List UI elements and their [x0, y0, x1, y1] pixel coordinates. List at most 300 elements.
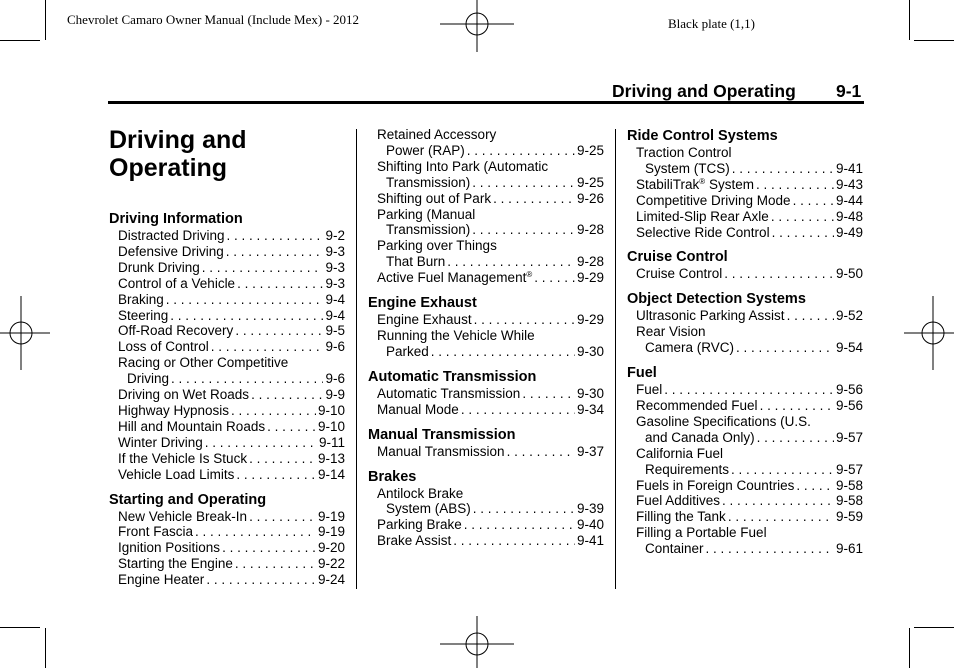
toc-list-automatic-transmission [368, 386, 604, 418]
dot-leader [206, 572, 316, 588]
dot-leader [251, 387, 323, 403]
toc-entry-row [368, 312, 604, 328]
toc-entry-row [627, 509, 863, 525]
toc-entry-row [627, 193, 863, 209]
toc-entry [627, 225, 863, 241]
toc-entry [109, 540, 345, 556]
toc-entry-title [118, 524, 193, 540]
toc-heading-manual-transmission: Manual Transmission [368, 426, 516, 443]
toc-page-number: 9-61 [835, 541, 863, 557]
toc-page-number: 9-14 [317, 466, 345, 482]
toc-entry [627, 525, 863, 557]
toc-heading-cruise-control: Cruise Control [627, 249, 728, 266]
toc-entry-title: Gasoline Specifications (U.S. [636, 413, 811, 429]
toc-entry [109, 556, 345, 572]
toc-entry-title [636, 209, 769, 225]
toc-page-number: 9-5 [325, 323, 345, 339]
toc-entry-row [109, 292, 345, 308]
dot-leader [732, 161, 834, 177]
toc-entry-row [627, 266, 863, 282]
toc-entry-title [636, 308, 785, 324]
toc-list-object-detection [627, 308, 863, 356]
dot-leader [757, 430, 834, 446]
toc-entry-row [627, 340, 863, 356]
toc-entry-row [627, 462, 863, 478]
toc-entry-title-text: Fuels in Foreign Countries [636, 477, 795, 493]
toc-entry-title-cont: System (ABS) [386, 501, 471, 517]
toc-entry-title [118, 419, 265, 435]
dot-leader [507, 444, 575, 460]
toc-entry-title: Antilock Brake [377, 485, 464, 501]
toc-entry-row [627, 209, 863, 225]
toc-entry [109, 228, 345, 244]
toc-entry [627, 324, 863, 356]
toc-page-number: 9-22 [317, 556, 345, 572]
toc-entry [627, 446, 863, 478]
toc-heading-brakes: Brakes [368, 468, 417, 485]
toc-entry-title-text: Hill and Mountain Roads [118, 418, 266, 434]
toc-entry-row [627, 493, 863, 509]
toc-entry [368, 517, 604, 533]
toc-entry-title: Traction Control [636, 145, 732, 160]
toc-entry-row [109, 556, 345, 572]
dot-leader [205, 435, 317, 451]
toc-entry-title-text: Selective Ride Control [636, 224, 770, 240]
toc-page-number: 9-37 [576, 443, 604, 459]
toc-entry [368, 127, 604, 159]
toc-entry-title [118, 228, 225, 244]
dot-leader [237, 276, 323, 292]
dot-leader [534, 270, 575, 286]
toc-page-number: 9-59 [835, 509, 863, 525]
toc-entry [109, 435, 345, 451]
toc-page-number: 9-3 [325, 243, 345, 259]
toc-entry-title: Filling a Portable Fuel [636, 525, 767, 541]
toc-entry-title: Racing or Other Competitive [118, 355, 289, 371]
toc-entry-row [109, 244, 345, 260]
toc-entry-title [118, 509, 247, 525]
header-rule [108, 101, 864, 104]
toc-entry-row [368, 344, 604, 360]
toc-entry-title-text: Front Fascia [118, 524, 194, 540]
toc-entry-title-text: Parking Brake [377, 517, 462, 533]
toc-page-number: 9-25 [576, 142, 604, 158]
toc-entry-title-text: Ultrasonic Parking Assist [636, 308, 785, 324]
toc-list-ride-control [627, 145, 863, 240]
toc-page-number: 9-29 [576, 270, 604, 286]
toc-entry-title: Retained Accessory [377, 127, 497, 142]
toc-entry-title-cont: Parked [386, 343, 429, 359]
toc-page-number: 9-41 [576, 533, 604, 549]
chapter-title [109, 126, 349, 182]
toc-entry-title [377, 312, 472, 328]
registered-mark: ® [699, 176, 706, 186]
toc-entry-row [368, 175, 604, 191]
toc-entry-title-text: Active Fuel Management [377, 270, 527, 286]
toc-list-brakes [368, 486, 604, 550]
toc-page-number: 9-19 [317, 508, 345, 524]
toc-entry-title-text: Braking [118, 291, 164, 307]
dot-leader [771, 209, 834, 225]
toc-entry-row [109, 228, 345, 244]
dot-leader [222, 540, 316, 556]
toc-list-continued [368, 127, 604, 286]
toc-entry-title [118, 323, 233, 339]
toc-page-number: 9-10 [317, 402, 345, 418]
toc-page-number: 9-11 [318, 434, 345, 450]
toc-entry-title [636, 225, 770, 241]
manual-title: Chevrolet Camaro Owner Manual (Include Mex) - 2012 [67, 12, 360, 27]
toc-page-number: 9-2 [325, 228, 345, 243]
dot-leader [236, 467, 316, 483]
toc-entry-title [118, 540, 220, 556]
dot-leader [473, 501, 575, 517]
toc-entry [109, 260, 345, 276]
toc-entry-row [368, 386, 604, 402]
dot-leader [756, 177, 834, 193]
toc-page-number: 9-25 [576, 174, 604, 190]
chapter-title-line-1: Driving and [109, 126, 247, 154]
toc-entry-title [636, 493, 720, 509]
dot-leader [211, 339, 324, 355]
dot-leader [170, 308, 323, 324]
toc-entry [368, 386, 604, 402]
toc-entry-title-text: Distracted Driving [118, 228, 225, 243]
dot-leader [793, 193, 834, 209]
toc-heading-starting-operating: Starting and Operating [109, 491, 267, 508]
toc-entry-title [636, 266, 722, 282]
toc-entry [627, 193, 863, 209]
toc-page-number: 9-6 [325, 339, 345, 355]
toc-page-number: 9-40 [576, 517, 604, 533]
registration-mark-icon [440, 0, 514, 52]
toc-column-1 [109, 210, 345, 588]
toc-entry [627, 414, 863, 446]
toc-entry-title-cont: Requirements [645, 461, 730, 477]
toc-entry-title-text: Fuel [636, 382, 663, 398]
toc-entry-title [377, 386, 520, 402]
toc-entry-title-text: Automatic Transmission [377, 385, 521, 401]
toc-entry-title-text: Brake Assist [377, 533, 452, 549]
toc-page-number: 9-58 [835, 493, 863, 509]
dot-leader [461, 402, 575, 418]
toc-entry-title [118, 435, 203, 451]
toc-entry-row [627, 398, 863, 414]
dot-leader [235, 556, 316, 572]
toc-entry-title [118, 292, 164, 308]
toc-entry [627, 145, 863, 177]
toc-entry-title: Parking (Manual [377, 206, 476, 222]
toc-heading-object-detection: Object Detection Systems [627, 291, 806, 308]
toc-entry-row [368, 517, 604, 533]
toc-entry-row [627, 541, 863, 557]
crop-mark [45, 0, 46, 40]
toc-entry [109, 524, 345, 540]
toc-entry-title-text: Starting the Engine [118, 556, 233, 572]
toc-entry-title-cont: and Canada Only) [645, 429, 755, 445]
toc-page-number: 9-58 [835, 477, 863, 493]
toc-heading-automatic-transmission: Automatic Transmission [368, 368, 537, 385]
toc-page-number: 9-4 [325, 307, 345, 323]
toc-entry-title: Parking over Things [377, 238, 497, 254]
dot-leader [787, 308, 834, 324]
toc-entry [368, 444, 604, 460]
toc-entry [627, 177, 863, 193]
toc-entry-title [118, 260, 200, 276]
toc-entry-title-text: System [705, 176, 754, 192]
toc-entry-title-text: Fuel Additives [636, 493, 721, 509]
toc-entry-row [109, 403, 345, 419]
dot-leader [171, 371, 323, 387]
toc-entry-row [368, 533, 604, 549]
toc-entry-title-text: Manual Transmission [377, 443, 505, 459]
dot-leader [522, 386, 575, 402]
toc-page-number: 9-44 [835, 192, 863, 208]
toc-entry [109, 276, 345, 292]
toc-entry-title-text: Engine Exhaust [377, 312, 472, 328]
dot-leader [796, 478, 834, 494]
toc-page-number: 9-9 [325, 387, 345, 403]
toc-entry-title [377, 444, 505, 460]
registered-mark: ® [526, 270, 533, 280]
toc-page-number: 9-28 [576, 222, 604, 238]
toc-entry-title [118, 276, 235, 292]
toc-list-starting-operating [109, 509, 345, 589]
toc-page-number: 9-52 [835, 308, 863, 324]
toc-entry-row [627, 478, 863, 494]
toc-entry-row [368, 254, 604, 270]
toc-entry-row [109, 467, 345, 483]
toc-entry [627, 478, 863, 494]
toc-entry [368, 191, 604, 207]
toc-entry [109, 308, 345, 324]
toc-column-2 [368, 127, 604, 549]
crop-mark [45, 628, 46, 668]
toc-entry-row [627, 177, 863, 193]
toc-entry-title [377, 533, 451, 549]
toc-entry [368, 270, 604, 286]
toc-entry-title: California Fuel [636, 445, 724, 461]
toc-entry [109, 355, 345, 387]
toc-entry-title-text: Manual Mode [377, 401, 459, 417]
toc-entry-row [109, 451, 345, 467]
toc-entry [109, 509, 345, 525]
dot-leader [731, 462, 834, 478]
toc-entry-title-text: Vehicle Load Limits [118, 466, 235, 482]
crop-mark [909, 628, 910, 668]
toc-entry-row [627, 225, 863, 241]
toc-entry-title-text: Limited-Slip Rear Axle [636, 208, 769, 224]
dot-leader [472, 175, 575, 191]
toc-list-engine-exhaust [368, 312, 604, 360]
dot-leader [195, 524, 316, 540]
crop-mark [0, 627, 40, 628]
toc-entry [368, 238, 604, 270]
crop-mark [914, 627, 954, 628]
toc-page-number: 9-56 [835, 397, 863, 413]
crop-mark [914, 40, 954, 41]
dot-leader [474, 312, 575, 328]
toc-entry-row [627, 308, 863, 324]
toc-column-3 [627, 127, 863, 557]
registration-mark-icon [904, 296, 954, 370]
toc-entry-row [109, 540, 345, 556]
toc-page-number: 9-54 [835, 340, 863, 356]
toc-entry-title [118, 451, 247, 467]
column-divider-1 [356, 129, 357, 589]
toc-entry-title-text: Off-Road Recovery [118, 323, 234, 339]
toc-list-fuel [627, 382, 863, 557]
toc-entry [627, 266, 863, 282]
dot-leader [431, 344, 575, 360]
toc-page-number: 9-20 [317, 540, 345, 556]
toc-entry-title [636, 509, 726, 525]
toc-entry-title-text: Competitive Driving Mode [636, 192, 791, 208]
toc-entry [109, 403, 345, 419]
toc-entry-title [377, 270, 532, 286]
toc-entry-title [636, 193, 791, 209]
toc-entry-title [636, 398, 758, 414]
toc-page-number: 9-50 [835, 266, 863, 282]
toc-entry [109, 339, 345, 355]
toc-entry [109, 323, 345, 339]
toc-entry [368, 486, 604, 518]
dot-leader [493, 191, 575, 207]
toc-entry-title-cont: That Burn [386, 254, 446, 270]
crop-mark [909, 0, 910, 40]
toc-entry-title [377, 191, 491, 207]
dot-leader [249, 509, 316, 525]
toc-page-number: 9-28 [576, 254, 604, 270]
dot-leader [664, 382, 834, 398]
dot-leader [472, 222, 575, 238]
toc-entry-row [368, 444, 604, 460]
dot-leader [267, 419, 316, 435]
toc-entry [109, 451, 345, 467]
toc-page-number: 9-29 [576, 312, 604, 328]
toc-entry-title: Running the Vehicle While [377, 327, 535, 343]
toc-entry-row [109, 419, 345, 435]
toc-entry-title-text: Loss of Control [118, 339, 209, 355]
toc-entry-title-cont: Container [645, 541, 704, 557]
toc-page-number: 9-10 [317, 418, 345, 434]
toc-page-number: 9-3 [325, 259, 345, 275]
toc-entry-title-cont: Power (RAP) [386, 142, 465, 158]
toc-entry-title-text: New Vehicle Break-In [118, 508, 248, 524]
toc-entry-title-cont: Transmission) [386, 174, 471, 190]
toc-entry-title [377, 402, 459, 418]
toc-list-driving-information [109, 228, 345, 483]
dot-leader [231, 403, 316, 419]
toc-entry-row [109, 308, 345, 324]
toc-entry-title [118, 387, 249, 403]
toc-entry-title: Rear Vision [636, 324, 706, 340]
toc-page-number: 9-19 [317, 524, 345, 540]
registration-mark-icon [0, 296, 50, 370]
toc-entry [109, 387, 345, 403]
toc-entry-row [368, 143, 604, 159]
toc-entry-title [118, 308, 168, 324]
dot-leader [706, 541, 834, 557]
toc-page-number: 9-6 [325, 371, 345, 387]
toc-entry [368, 328, 604, 360]
toc-entry-row [368, 270, 604, 286]
toc-list-cruise-control [627, 266, 863, 282]
page-number: 9-1 [836, 81, 862, 101]
toc-entry [627, 308, 863, 324]
toc-entry-title [636, 382, 662, 398]
toc-entry-row [627, 430, 863, 446]
toc-entry-title-text: Driving on Wet Roads [118, 387, 250, 403]
toc-entry [109, 467, 345, 483]
toc-entry-title-text: Highway Hypnosis [118, 402, 230, 418]
toc-heading-driving-information: Driving Information [109, 211, 243, 227]
toc-heading-engine-exhaust: Engine Exhaust [368, 295, 477, 312]
dot-leader [722, 493, 834, 509]
toc-page-number: 9-30 [576, 385, 604, 401]
dot-leader [235, 323, 323, 339]
toc-page-number: 9-4 [325, 291, 345, 307]
toc-entry-title [377, 517, 462, 533]
dot-leader [447, 254, 575, 270]
dot-leader [724, 266, 834, 282]
toc-entry-row [109, 339, 345, 355]
toc-heading-fuel: Fuel [627, 365, 657, 382]
crop-mark [0, 40, 40, 41]
plate-label: Black plate (1,1) [668, 16, 755, 31]
toc-page-number: 9-43 [835, 176, 863, 192]
toc-page-number: 9-57 [835, 429, 863, 445]
toc-entry-title-cont: Driving [127, 371, 170, 387]
toc-page-number: 9-3 [325, 275, 345, 291]
toc-entry-row [109, 509, 345, 525]
toc-page-number: 9-56 [835, 382, 863, 398]
toc-entry-title-text: Defensive Driving [118, 243, 224, 259]
toc-entry [368, 402, 604, 418]
toc-entry-title [118, 244, 224, 260]
toc-page-number: 9-49 [835, 224, 863, 240]
toc-entry-title-text: Ignition Positions [118, 540, 221, 556]
toc-entry-row [109, 276, 345, 292]
toc-entry-title-cont: System (TCS) [645, 160, 730, 176]
toc-entry-title-text: Steering [118, 307, 169, 323]
toc-entry-title-text: Shifting out of Park [377, 190, 492, 206]
toc-entry-title [118, 339, 209, 355]
dot-leader [226, 244, 324, 260]
dot-leader [728, 509, 834, 525]
toc-entry [627, 493, 863, 509]
toc-entry-row [627, 382, 863, 398]
toc-entry-title [118, 572, 204, 588]
toc-page-number: 9-41 [835, 160, 863, 176]
toc-entry-title-text: StabiliTrak [636, 176, 700, 192]
dot-leader [736, 340, 834, 356]
toc-entry [627, 509, 863, 525]
column-divider-2 [615, 129, 616, 589]
toc-entry-title-text: Drunk Driving [118, 259, 200, 275]
toc-heading-ride-control: Ride Control Systems [627, 128, 778, 144]
toc-entry-row [109, 323, 345, 339]
toc-entry-title-text: Control of a Vehicle [118, 275, 236, 291]
toc-entry-title [118, 556, 233, 572]
dot-leader [772, 225, 834, 241]
toc-entry-row [109, 371, 345, 387]
toc-page-number: 9-39 [576, 501, 604, 517]
toc-entry-row [368, 501, 604, 517]
toc-entry [627, 382, 863, 398]
toc-entry-row [368, 222, 604, 238]
toc-entry-title [118, 403, 229, 419]
